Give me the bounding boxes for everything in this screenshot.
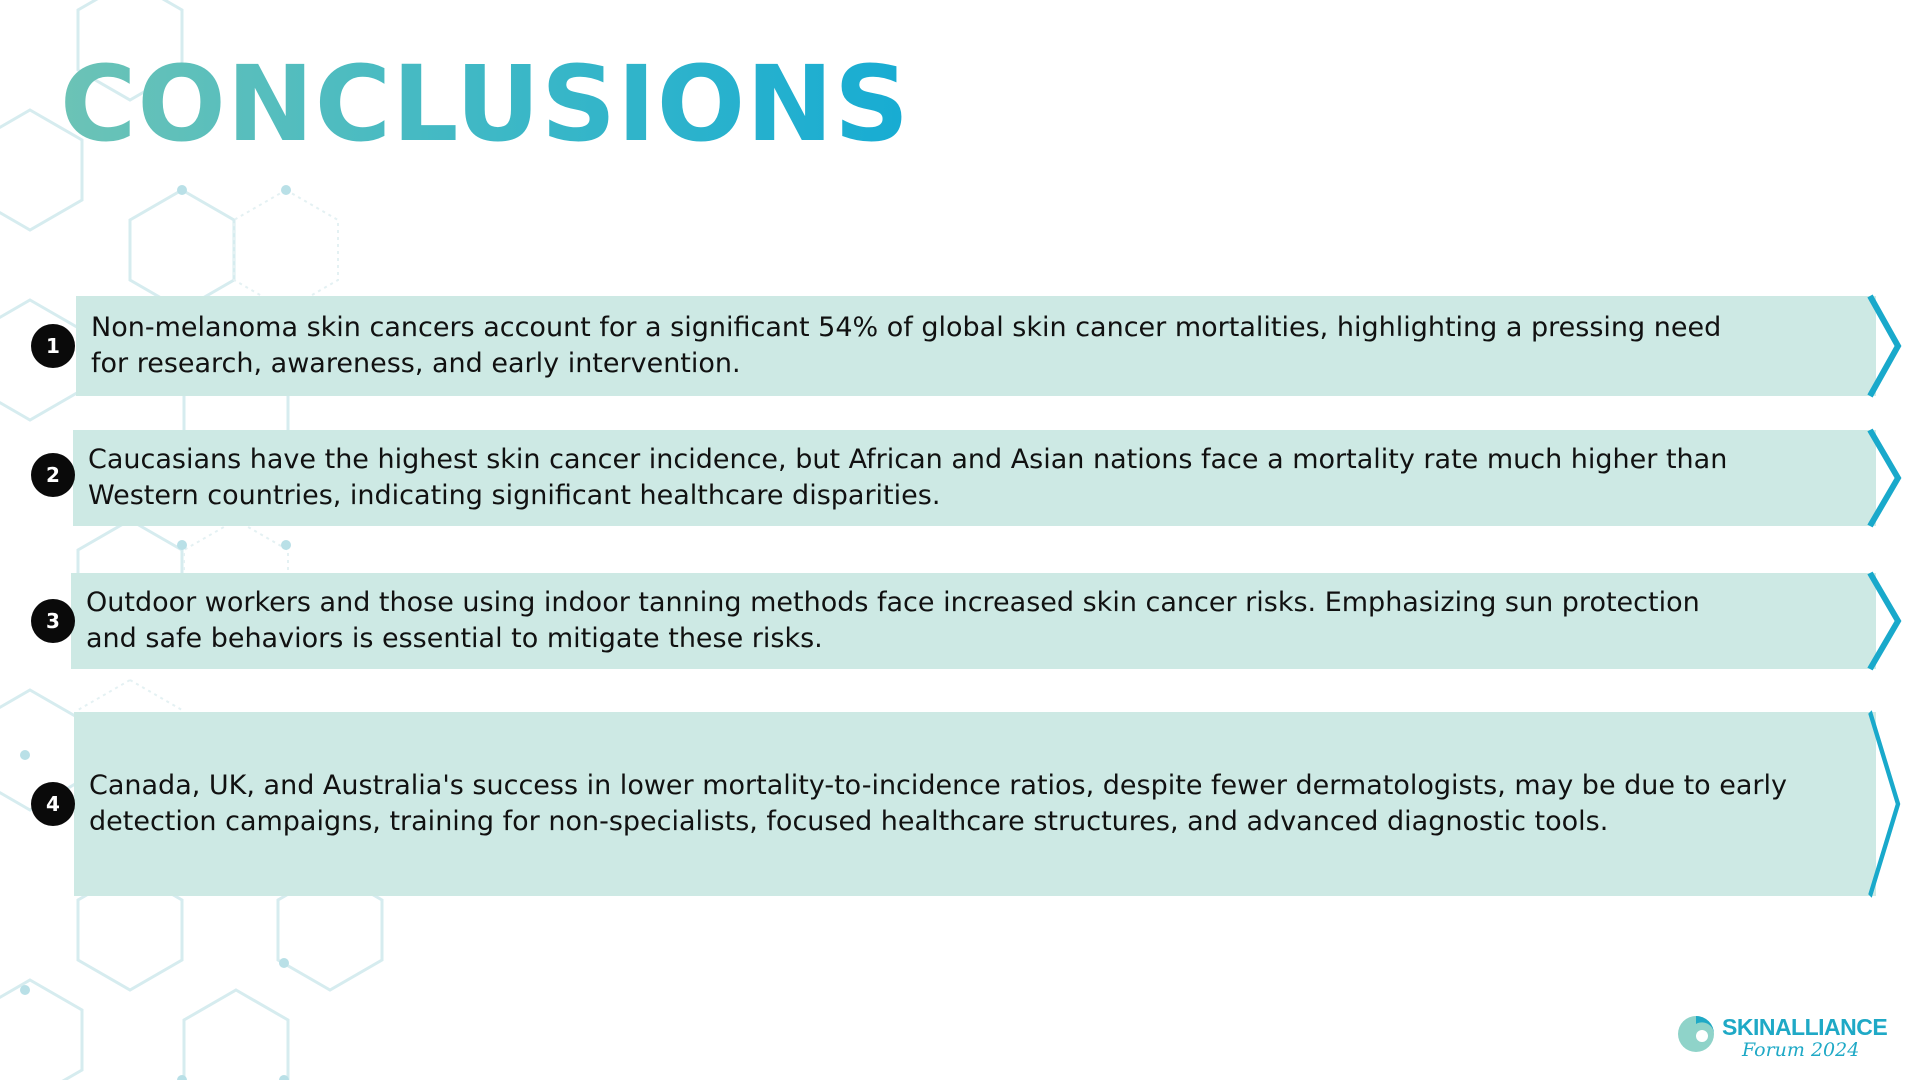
swirl-logo-icon [1676, 1014, 1716, 1054]
conclusion-item-2 [73, 430, 1908, 526]
chevron-right-icon [1864, 712, 1908, 896]
logo-subtitle: Forum 2024 [1742, 1039, 1860, 1061]
conclusion-text: Non-melanoma skin cancers account for a significant 54% of global skin cancer mortalities, highlighting a pressing need for research, awareness, and early intervention. [91, 312, 1722, 379]
skinalliance-logo [1676, 1012, 1896, 1072]
logo-name: SKINALLIANCE [1722, 1014, 1888, 1040]
number-badge: 2 [31, 453, 75, 497]
conclusion-text: Caucasians have the highest skin cancer incidence, but African and Asian nations face a mortality rate much higher than Western countries, indicating significant healthcare disparities. [88, 444, 1728, 511]
page-title: CONCLUSIONS [60, 43, 911, 165]
number-badge: 3 [31, 599, 75, 643]
chevron-right-icon [1864, 296, 1908, 396]
number-badge: 4 [31, 782, 75, 826]
conclusion-item-1 [76, 296, 1908, 396]
conclusion-text: Outdoor workers and those using indoor tanning methods face increased skin cancer risks. Emphasizing sun protection and safe behaviors is essential to mitigate these risks. [86, 587, 1700, 654]
number-badge: 1 [31, 324, 75, 368]
conclusion-item-3 [71, 573, 1908, 669]
chevron-right-icon [1864, 430, 1908, 526]
conclusion-text: Canada, UK, and Australia's success in lower mortality-to-incidence ratios, despite fewer dermatologists, may be due to early detection campaigns, training for non-specialists, focused healthcare structures, and advanced diagnostic tools. [89, 770, 1788, 837]
conclusion-item-4 [74, 712, 1908, 896]
chevron-right-icon [1864, 573, 1908, 669]
